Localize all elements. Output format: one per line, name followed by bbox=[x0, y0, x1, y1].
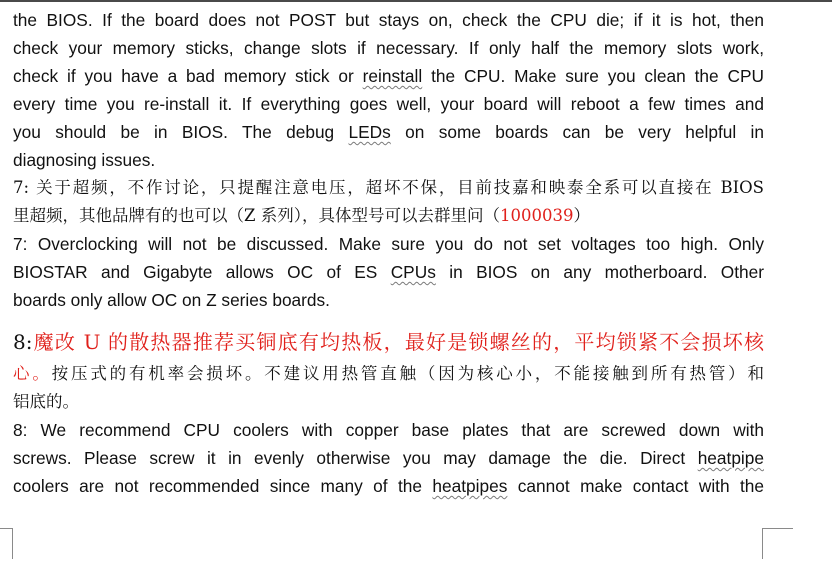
text-run: 8: bbox=[13, 330, 33, 354]
text-line bbox=[13, 90, 764, 118]
text-run: check your memory sticks, change slots if necessary. If only half the memory slots work, bbox=[13, 38, 764, 58]
spellcheck-flagged-word: heatpipes bbox=[432, 476, 508, 496]
text-run: 铝底的。 bbox=[13, 392, 79, 411]
text-run: 7: Overclocking will not be discussed. Make sure you do not set voltages too high. Only bbox=[13, 234, 764, 254]
text-line bbox=[13, 416, 764, 444]
text-line bbox=[13, 174, 764, 202]
text-line bbox=[13, 388, 764, 416]
text-run: you should be in BIOS. The debug bbox=[13, 122, 349, 142]
text-line bbox=[13, 444, 764, 472]
highlighted-text: 1000039 bbox=[499, 206, 574, 225]
text-run: diagnosing issues. bbox=[13, 150, 156, 170]
text-run: check if you have a bad memory stick or bbox=[13, 66, 363, 86]
spellcheck-flagged-word: LEDs bbox=[348, 122, 391, 142]
paragraph-gap bbox=[13, 314, 764, 324]
text-run: screws. Please screw it in evenly otherwise you may damage the die. Direct bbox=[13, 448, 698, 468]
text-line bbox=[13, 6, 764, 34]
text-line bbox=[13, 472, 764, 500]
text-line bbox=[13, 258, 764, 286]
text-line bbox=[13, 230, 764, 258]
right-margin-corner-mark bbox=[762, 528, 793, 559]
text-run: every time you re-install it. If everything goes well, your board will reboot a few times and bbox=[13, 94, 764, 114]
text-line bbox=[13, 62, 764, 90]
text-line bbox=[13, 118, 764, 146]
text-run: 7: 关于超频，不作讨论，只提醒注意电压，超坏不保，目前技嘉和映泰全系可以直接在 BIOS bbox=[13, 178, 764, 197]
text-run: the CPU. Make sure you clean the CPU bbox=[422, 66, 764, 86]
text-line bbox=[13, 360, 764, 388]
text-run: 按压式的有机率会损坏。不建议用热管直触（因为核心小，不能接触到所有热管）和 bbox=[51, 364, 764, 383]
left-margin-corner-mark bbox=[0, 528, 13, 559]
text-line bbox=[13, 286, 764, 314]
spellcheck-flagged-word: heatpipe bbox=[697, 448, 764, 468]
text-line bbox=[13, 324, 764, 360]
text-run: the BIOS. If the board does not POST but stays on, check the CPU die; if it is hot, then bbox=[13, 10, 764, 30]
text-run: coolers are not recommended since many of the bbox=[13, 476, 433, 496]
text-run: 里超频，其他品牌有的也可以（Z 系列），具体型号可以去群里问（ bbox=[13, 206, 500, 225]
text-line bbox=[13, 202, 764, 230]
text-run: ） bbox=[573, 206, 590, 225]
page-top-border bbox=[0, 0, 832, 2]
text-run: BIOSTAR and Gigabyte allows OC of ES bbox=[13, 262, 391, 282]
highlighted-text: 魔改 U 的散热器推荐买铜底有均热板，最好是锁螺丝的，平均锁紧不会损坏核 bbox=[32, 330, 764, 354]
text-run: cannot make contact with the bbox=[507, 476, 764, 496]
text-run: on some boards can be very helpful in bbox=[390, 122, 764, 142]
highlighted-text: 心。 bbox=[13, 364, 52, 383]
spellcheck-flagged-word: CPUs bbox=[390, 262, 436, 282]
document-body[interactable] bbox=[13, 6, 764, 500]
text-run: 8: We recommend CPU coolers with copper base plates that are screwed down with bbox=[13, 420, 764, 440]
text-run: in BIOS on any motherboard. Other bbox=[435, 262, 764, 282]
text-line bbox=[13, 146, 764, 174]
spellcheck-flagged-word: reinstall bbox=[362, 66, 423, 86]
text-run: boards only allow OC on Z series boards. bbox=[13, 290, 330, 310]
text-line bbox=[13, 34, 764, 62]
